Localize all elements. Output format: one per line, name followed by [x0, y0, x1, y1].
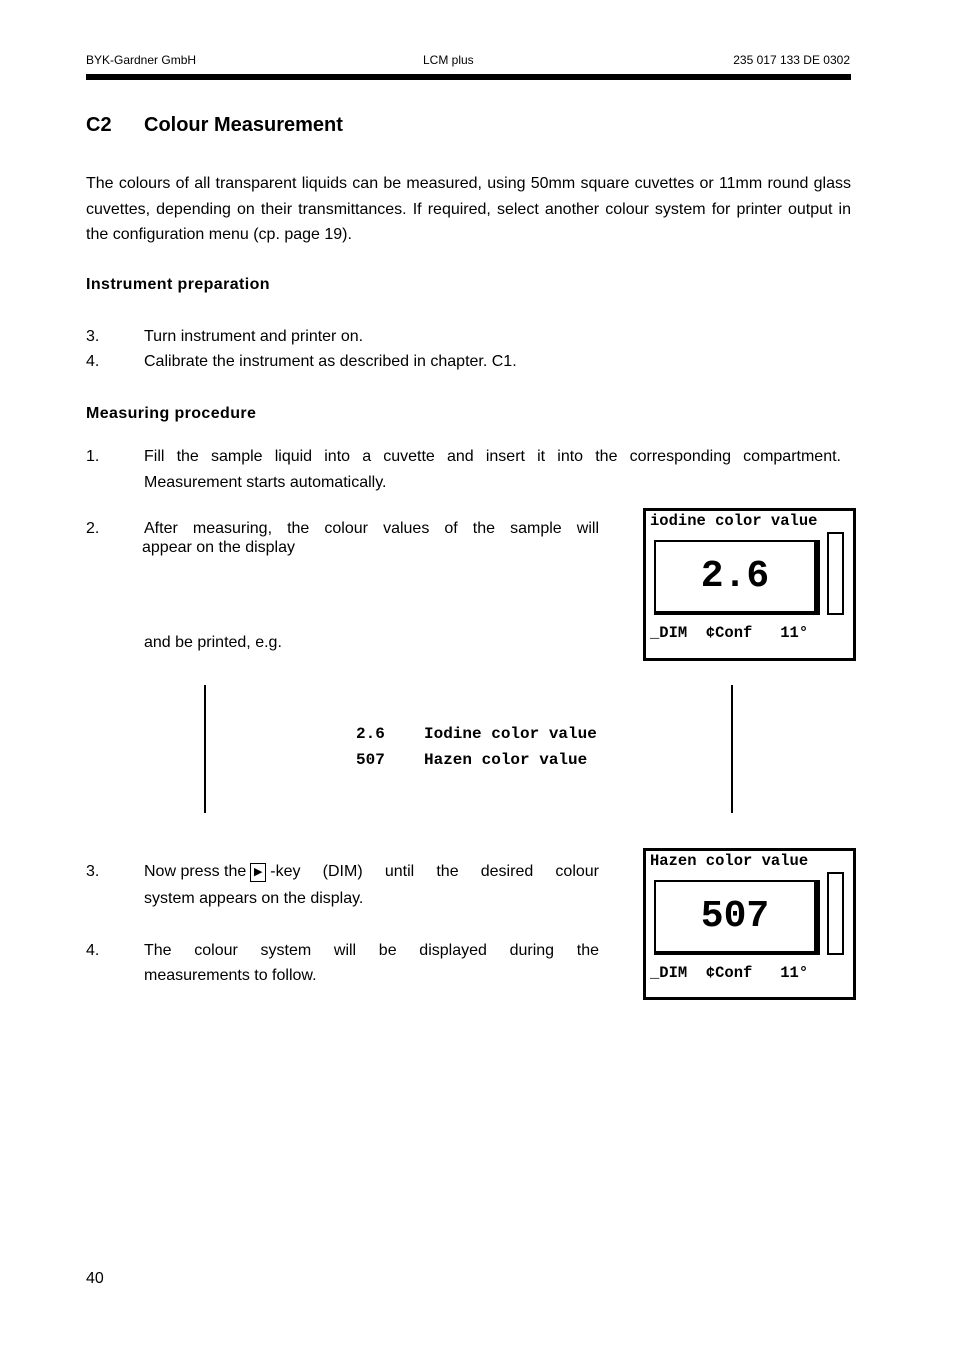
- proc-step3-line1: [144, 859, 599, 885]
- prep-step-text: Calibrate the instrument as described in chapter. C1.: [144, 353, 517, 370]
- prep-step-text: Turn instrument and printer on.: [144, 328, 364, 345]
- lcd-display-hazen: [643, 848, 856, 1000]
- lcd-level-bar: [827, 872, 844, 955]
- proc-step4-line1: The colour system will be displayed during the: [144, 942, 599, 959]
- lcd-top-label: iodine color value: [650, 512, 818, 530]
- printout-value: 2.6: [356, 725, 385, 743]
- proc-step1-text: Fill the sample liquid into a cuvette and insert it into the corresponding compartment. Measurement starts automatically.: [144, 448, 841, 491]
- procedure-heading: Measuring procedure: [86, 405, 257, 422]
- intro-paragraph: The colours of all transparent liquids can be measured, using 50mm square cuvettes or 11mm round glass cuvettes, depending on their transmittances. If required, select another colour system for printer output in the configuration menu (cp. page 19).: [86, 175, 851, 243]
- header-doc-number: 235 017 133 DE 0302: [733, 53, 850, 67]
- lcd-display-iodine: [643, 508, 856, 661]
- prep-step-num: 3.: [86, 328, 100, 345]
- proc-step3-text-a: Now press the: [144, 863, 247, 880]
- proc-step4-line2: measurements to follow.: [144, 967, 317, 984]
- lcd-value: 2.6: [654, 540, 820, 615]
- right-triangle-key-icon: ▶: [250, 863, 266, 882]
- page-number: 40: [86, 1270, 104, 1287]
- printout-label: Iodine color value: [424, 725, 597, 743]
- printout-left-edge: [204, 685, 206, 813]
- proc-step1-num: 1.: [86, 448, 100, 465]
- proc-step3-num: 3.: [86, 863, 100, 880]
- header-product: LCM plus: [423, 53, 474, 67]
- lcd-value: 507: [654, 880, 820, 955]
- preparation-heading: Instrument preparation: [86, 276, 270, 293]
- proc-step4-num: 4.: [86, 942, 100, 959]
- proc-step2-line3: and be printed, e.g.: [144, 634, 282, 651]
- lcd-bottom-label: _DIM ¢Conf 11°: [650, 964, 809, 982]
- printout-value: 507: [356, 751, 385, 769]
- header-company: BYK-Gardner GmbH: [86, 53, 197, 67]
- proc-step2-line1: After measuring, the colour values of the sample will: [144, 520, 599, 537]
- proc-step3-text-c: system appears on the display.: [144, 890, 364, 907]
- proc-step3-text-b: -key (DIM) until the desired colour: [270, 863, 599, 880]
- printout-label: Hazen color value: [424, 751, 588, 769]
- lcd-top-label: Hazen color value: [650, 852, 809, 870]
- prep-step-num: 4.: [86, 353, 100, 370]
- lcd-level-bar: [827, 532, 844, 615]
- lcd-bottom-label: _DIM ¢Conf 11°: [650, 624, 809, 642]
- section-number: C2: [86, 114, 112, 136]
- printout-right-edge: [731, 685, 733, 813]
- header-rule: [86, 74, 851, 80]
- section-title: Colour Measurement: [144, 114, 343, 136]
- proc-step2-line2: appear on the display: [142, 539, 295, 556]
- proc-step2-num: 2.: [86, 520, 100, 537]
